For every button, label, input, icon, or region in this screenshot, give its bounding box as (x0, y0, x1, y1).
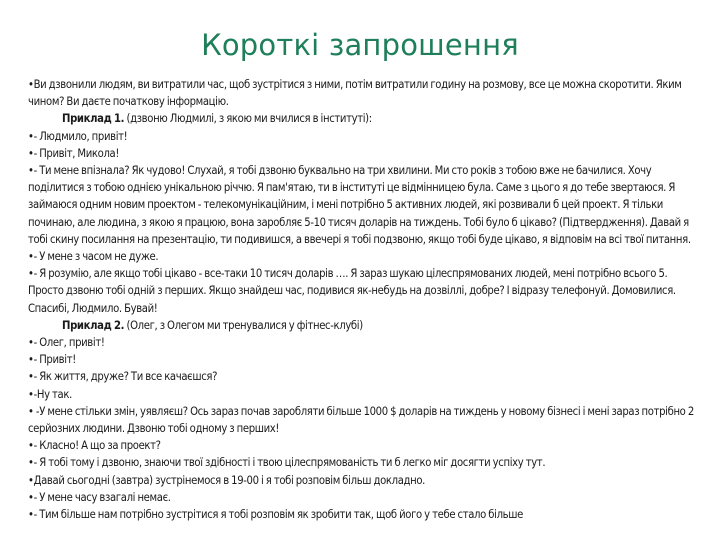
example-heading: Приклад 1. (62, 112, 125, 126)
paragraph (28, 506, 694, 523)
paragraph-text: •- Тим більше нам потрібно зустрітися я тобі розповім як зробити так, щоб його у тебе стало більше (28, 508, 523, 522)
paragraph (28, 489, 694, 506)
paragraph (28, 403, 694, 437)
paragraph (28, 472, 694, 489)
paragraph (28, 76, 694, 110)
paragraph (28, 145, 694, 162)
paragraph (28, 351, 694, 368)
slide-body (28, 76, 694, 523)
paragraph (28, 110, 694, 127)
paragraph (28, 334, 694, 351)
slide-title: Короткі запрошення (201, 28, 519, 62)
paragraph-text: •- Я тобі тому і дзвоню, знаючи твої здібності і твою цілеспрямованість ти б легко міг досягти успіху тут. (28, 456, 546, 470)
paragraph (28, 437, 694, 454)
paragraph (28, 248, 694, 265)
paragraph-text: •- Класно! А що за проект? (28, 439, 161, 453)
paragraph-text: •- Олег, привіт! (28, 336, 105, 350)
paragraph-text: •- Як життя, друже? Ти все качаєшся? (28, 370, 218, 384)
paragraph-text: •Давай сьогодні (завтра) зустрінемося в 19-00 і я тобі розповім більш докладно. (28, 473, 426, 487)
paragraph-text: •- Привіт! (28, 353, 76, 367)
paragraph-text: • -У мене стільки змін, уявляєш? Ось зараз почав заробляти більше 1000 $ доларів на тиждень у новому бізнесі і мені зараз потрібно 2 серйозних людини. Дзвоню тобі одному з перших! (28, 404, 694, 436)
paragraph (28, 265, 694, 317)
paragraph-text: (дзвоню Людмилі, з якою ми вчилися в інституті): (124, 112, 372, 126)
paragraph-text: •Ви дзвонили людям, ви витратили час, щоб зустрітися з ними, потім витратили годину на розмову, все це можна скоротити. Яким чином? Ви даєте початкову інформацію. (28, 78, 682, 109)
paragraph-text: •- У мене часу взагалі немає. (28, 490, 171, 504)
paragraph (28, 386, 694, 403)
paragraph (28, 128, 694, 145)
paragraph (28, 454, 694, 471)
paragraph (28, 162, 694, 248)
paragraph-text: •-Ну так. (28, 387, 72, 401)
example-heading: Приклад 2. (62, 318, 125, 332)
paragraph-text: •- Ти мене впізнала? Як чудово! Слухай, я тобі дзвоню буквально на три хвилини. Ми сто років з тобою вже не бачилися. Хочу поділитися з тобою однією унікальною річчю. Я пам'ятаю, ти в інституті це відмінницею була. Саме з цього я до тебе звертаюся. Я займаюся одним новим проектом - телекомунікаційним, і мені потрібно 5 активних людей, які розвивали б цей проект. Я тільки починаю, але людина, з якою я працюю, вона заробляє 5-10 тисяч доларів на тиждень. Тобі було б цікаво? (Підтвердження). Давай я тобі скину посилання на презентацію, ти подивишся, а ввечері я тобі подзвоню, якщо тобі буде цікаво, я відповім на всі твої питання. (28, 164, 691, 246)
paragraph-text: •- Я розумію, але якщо тобі цікаво - все-таки 10 тисяч доларів …. Я зараз шукаю цілеспрямованих людей, мені потрібно всього 5. Просто дзвоню тобі одній з перших. Якщо знайдеш час, подивися як-небудь на дозвіллі, добре? І відразу телефонуй. Домовилися. Спасибі, Людмило. Бувай! (28, 267, 676, 315)
paragraph-text: •- Привіт, Микола! (28, 146, 120, 160)
paragraph-text: •- У мене з часом не дуже. (28, 250, 159, 264)
paragraph-text: •- Людмило, привіт! (28, 129, 128, 143)
paragraph (28, 317, 694, 334)
paragraph (28, 368, 694, 385)
paragraph-text: (Олег, з Олегом ми тренувалися у фітнес-клубі) (124, 318, 363, 332)
